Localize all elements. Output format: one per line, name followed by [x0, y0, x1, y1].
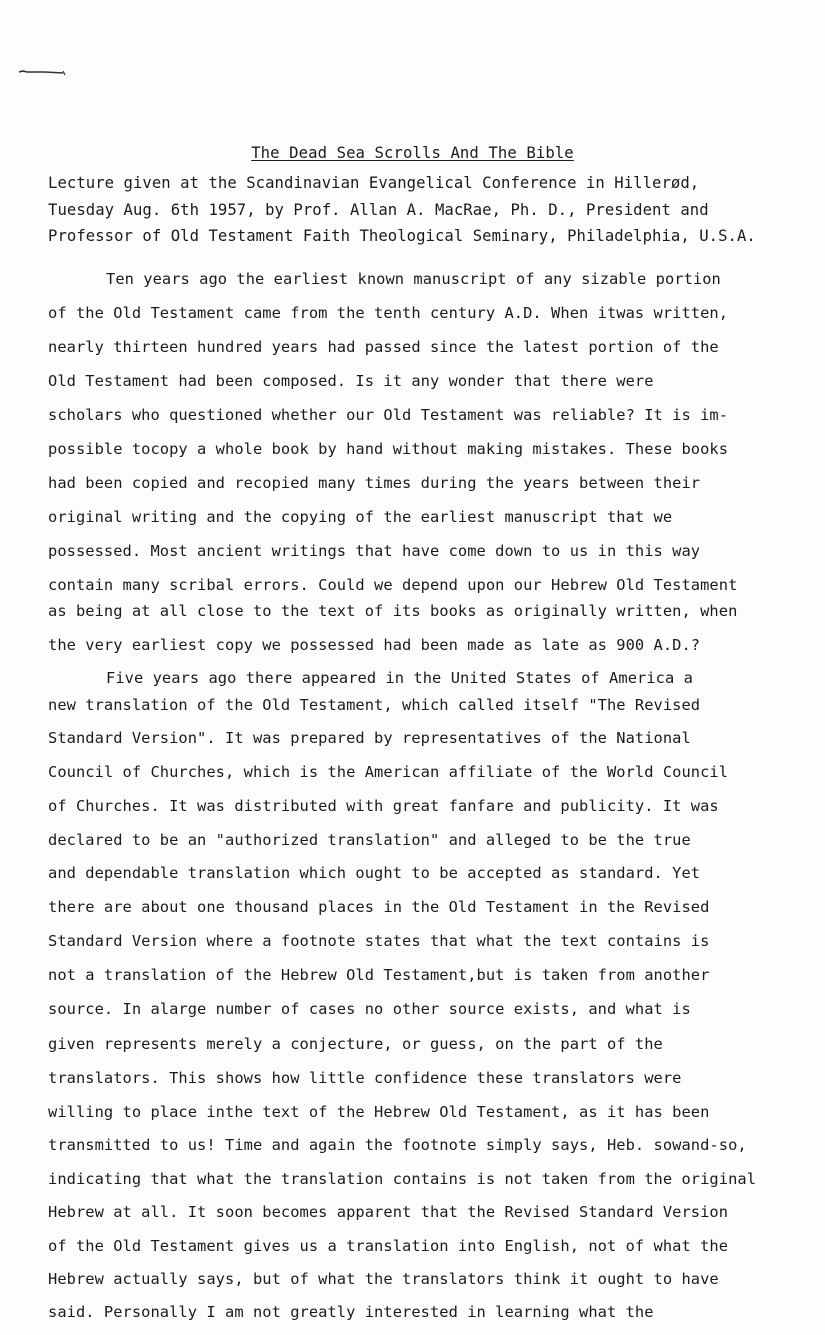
- subtitle-line: Lecture given at the Scandinavian Evangelical Conference in Hillerød,: [48, 174, 700, 192]
- paragraph-2-line: transmitted to us! Time and again the footnote simply says, Heb. sowand-so,: [48, 1136, 747, 1154]
- paragraph-1-line: of the Old Testament came from the tenth century A.D. When itwas written,: [48, 304, 729, 322]
- paragraph-2-line: Hebrew actually says, but of what the translators think it ought to have: [48, 1270, 719, 1288]
- paragraph-2-line: Standard Version where a footnote states that what the text contains is: [48, 932, 710, 950]
- paragraph-2-line: translators. This shows how little confidence these translators were: [48, 1069, 682, 1087]
- paragraph-2-line: said. Personally I am not greatly interested in learning what the: [48, 1303, 654, 1321]
- paragraph-2-line: source. In alarge number of cases no other source exists, and what is: [48, 1000, 691, 1018]
- paragraph-2-line: declared to be an "authorized translation" and alleged to be the true: [48, 831, 691, 849]
- paragraph-1-line: had been copied and recopied many times during the years between their: [48, 474, 701, 492]
- paragraph-1-line: possessed. Most ancient writings that have come down to us in this way: [48, 542, 701, 560]
- paragraph-2-line: given represents merely a conjecture, or guess, on the part of the: [48, 1035, 663, 1053]
- paragraph-1-line: Old Testament had been composed. Is it any wonder that there were: [48, 372, 654, 390]
- paragraph-2-line: willing to place inthe text of the Hebrew Old Testament, as it has been: [48, 1103, 710, 1121]
- corner-pen-mark: [17, 66, 67, 78]
- paragraph-2-line: Five years ago there appeared in the United States of America a: [106, 669, 693, 687]
- paragraph-2-line: Hebrew at all. It soon becomes apparent that the Revised Standard Version: [48, 1203, 729, 1221]
- paragraph-2-line: new translation of the Old Testament, which called itself "The Revised: [48, 696, 701, 714]
- subtitle-line: Tuesday Aug. 6th 1957, by Prof. Allan A. MacRae, Ph. D., President and: [48, 201, 709, 219]
- paragraph-2-line: of the Old Testament gives us a translation into English, not of what the: [48, 1237, 729, 1255]
- document-title: The Dead Sea Scrolls And The Bible: [251, 144, 574, 162]
- paragraph-1-line: Ten years ago the earliest known manuscript of any sizable portion: [106, 270, 721, 288]
- paragraph-1-line: the very earliest copy we possessed had been made as late as 900 A.D.?: [48, 636, 701, 654]
- paragraph-2-line: indicating that what the translation contains is not taken from the original: [48, 1170, 757, 1188]
- paragraph-1-line: possible tocopy a whole book by hand without making mistakes. These books: [48, 440, 729, 458]
- paragraph-2-line: Council of Churches, which is the American affiliate of the World Council: [48, 763, 729, 781]
- paragraph-1-line: as being at all close to the text of its books as originally written, when: [48, 602, 738, 620]
- paragraph-2-line: of Churches. It was distributed with great fanfare and publicity. It was: [48, 797, 719, 815]
- paragraph-2-line: Standard Version". It was prepared by representatives of the National: [48, 729, 691, 747]
- paragraph-2-line: not a translation of the Hebrew Old Testament,but is taken from another: [48, 966, 710, 984]
- paragraph-2-line: and dependable translation which ought to be accepted as standard. Yet: [48, 864, 701, 882]
- paragraph-1-line: scholars who questioned whether our Old Testament was reliable? It is im-: [48, 406, 729, 424]
- subtitle-line: Professor of Old Testament Faith Theological Seminary, Philadelphia, U.S.A.: [48, 227, 756, 245]
- paragraph-1-line: contain many scribal errors. Could we depend upon our Hebrew Old Testament: [48, 576, 738, 594]
- paragraph-2-line: there are about one thousand places in the Old Testament in the Revised: [48, 898, 710, 916]
- paragraph-1-line: original writing and the copying of the earliest manuscript that we: [48, 508, 673, 526]
- paragraph-1-line: nearly thirteen hundred years had passed since the latest portion of the: [48, 338, 719, 356]
